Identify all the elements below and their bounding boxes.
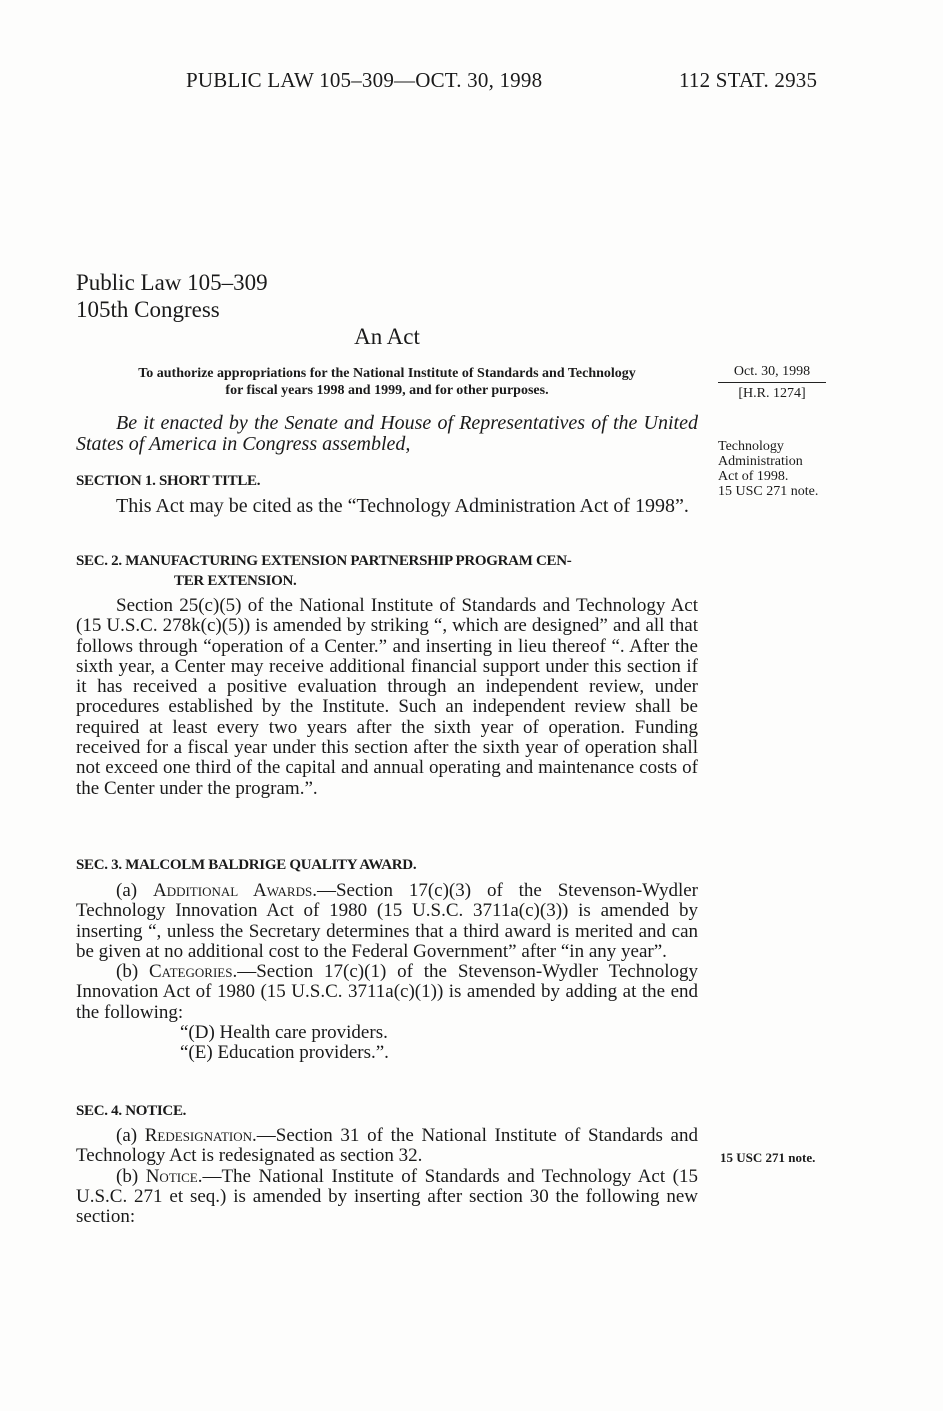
- item-d: “(D) Health care providers.: [180, 1022, 388, 1044]
- sec4-text: (a) Redesignation.—Section 31 of the National Institute of Standards and Technology Act is redesignated as section 32. (b) Notice.—The National Institute of Standards and Technology Act (15 U.S.C. 271 et seq.) is amended by inserting after section 30 the following new section:: [76, 1125, 699, 1228]
- note-line: 15 USC 271 note.: [718, 484, 819, 499]
- margin-short-title: [718, 439, 818, 499]
- purpose-line: for fiscal years 1998 and 1999, and for other purposes.: [225, 383, 549, 398]
- purpose: [76, 365, 698, 399]
- note-line: Technology: [718, 439, 784, 454]
- note-line: Act of 1998.: [718, 469, 789, 484]
- heading-line: SEC. 2. MANUFACTURING EXTENSION PARTNERSHIP PROGRAM CEN-: [76, 553, 572, 569]
- bill-number: [H.R. 1274]: [738, 386, 806, 401]
- sec4-heading: SEC. 4. NOTICE.: [76, 1103, 187, 1119]
- sec3-text: (a) Additional Awards.—Section 17(c)(3) of the Stevenson-Wydler Technology Innovation Act of 1980 (15 U.S.C. 3711a(c)(3)) is amended by inserting “, unless the Secretary determines that a third award is merited and can be given at no additional cost to the Federal Government” after “in any year”. (b) Categories.—Section 17(c)(1) of the Stevenson-Wydler Technology Innovation Act of 1980 (15 U.S.C. 3711a(c)(1)) is amended by adding at the end the following: “(D) Health care providers. “(E) Education providers.”.: [76, 880, 698, 1064]
- act-title: An Act: [354, 324, 420, 349]
- margin-date: [718, 364, 826, 401]
- sec3-heading: SEC. 3. MALCOLM BALDRIGE QUALITY AWARD.: [76, 857, 417, 873]
- item-e: “(E) Education providers.”.: [180, 1042, 389, 1064]
- purpose-line: To authorize appropriations for the National Institute of Standards and Technology: [138, 366, 636, 381]
- enactment-date: Oct. 30, 1998: [718, 364, 826, 383]
- law-number: Public Law 105–309: [76, 270, 268, 295]
- sec1-heading: SECTION 1. SHORT TITLE.: [76, 473, 261, 489]
- sec1-text: This Act may be cited as the “Technology Administration Act of 1998”.: [116, 495, 689, 517]
- heading-line: TER EXTENSION.: [174, 573, 297, 590]
- note-line: Administration: [718, 454, 803, 469]
- sec2-heading: [76, 551, 698, 592]
- enacting-clause: Be it enacted by the Senate and House of Representatives of the United States of America in Congress assembled,: [76, 412, 698, 455]
- page-citation: 112 STAT. 2935: [679, 68, 818, 92]
- margin-sec4-note: 15 USC 271 note.: [720, 1150, 816, 1165]
- running-header: PUBLIC LAW 105–309—OCT. 30, 1998: [186, 68, 543, 92]
- congress: 105th Congress: [76, 297, 220, 322]
- sec2-text: Section 25(c)(5) of the National Institute of Standards and Technology Act (15 U.S.C. 278k(c)(5)) is amended by striking “, which are designed” and all that follows through “operation of a Center.” and inserting in lieu thereof “. After the sixth year, a Center may receive additional financial support under this section if it has received a positive evaluation through an independent review, under procedures established by the Institute. Such an independent review shall be required at least every two years after the sixth year of operation. Funding received for a fiscal year under this section after the sixth year of operation shall not exceed one third of the capital and annual operating and maintenance costs of the Center under the program.”.: [76, 595, 698, 799]
